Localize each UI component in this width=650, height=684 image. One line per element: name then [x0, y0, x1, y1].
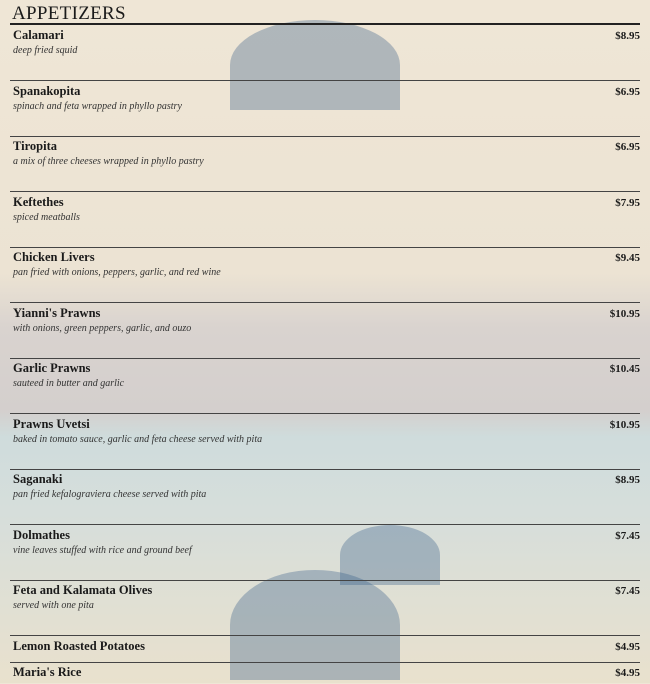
- item-name: Spanakopita: [13, 84, 81, 98]
- item-price: $6.95: [615, 141, 640, 153]
- menu-item: [10, 662, 640, 684]
- menu-item: [10, 636, 640, 663]
- item-name: Garlic Prawns: [13, 361, 91, 375]
- item-description: with onions, green peppers, garlic, and ouzo: [13, 323, 192, 334]
- item-name: Feta and Kalamata Olives: [13, 583, 153, 597]
- item-name: Maria's Rice: [13, 665, 82, 679]
- item-name: Keftethes: [13, 195, 64, 209]
- item-price: $10.95: [609, 419, 640, 431]
- item-description: served with one pita: [13, 600, 94, 611]
- item-name: Lemon Roasted Potatoes: [13, 639, 145, 653]
- item-price: $4.95: [615, 641, 640, 653]
- item-price: $4.95: [615, 667, 640, 679]
- item-price: $10.45: [609, 363, 640, 375]
- menu-item: [10, 469, 640, 525]
- item-price: $8.95: [615, 474, 640, 486]
- item-description: sauteed in butter and garlic: [13, 378, 125, 389]
- item-description: baked in tomato sauce, garlic and feta cheese served with pita: [13, 434, 263, 445]
- menu-item: [10, 192, 640, 248]
- menu-item: [10, 580, 640, 636]
- menu-item: [10, 25, 640, 81]
- item-description: deep fried squid: [13, 45, 78, 56]
- menu-item: [10, 414, 640, 470]
- item-description: spinach and feta wrapped in phyllo pastry: [13, 101, 182, 112]
- item-name: Calamari: [13, 28, 64, 42]
- item-name: Prawns Uvetsi: [13, 417, 90, 431]
- item-name: Saganaki: [13, 472, 63, 486]
- item-description: pan fried kefalograviera cheese served with pita: [13, 489, 207, 500]
- item-name: Dolmathes: [13, 528, 70, 542]
- item-price: $6.95: [615, 86, 640, 98]
- item-price: $10.95: [609, 308, 640, 320]
- item-price: $9.45: [615, 252, 640, 264]
- item-description: a mix of three cheeses wrapped in phyllo pastry: [13, 156, 204, 167]
- menu-item: [10, 303, 640, 359]
- item-description: spiced meatballs: [13, 212, 80, 223]
- item-name: Tiropita: [13, 139, 57, 153]
- menu-item: [10, 81, 640, 137]
- item-description: vine leaves stuffed with rice and ground beef: [13, 545, 192, 556]
- item-name: Yianni's Prawns: [13, 306, 101, 320]
- item-price: $7.45: [615, 585, 640, 597]
- item-description: pan fried with onions, peppers, garlic, and red wine: [13, 267, 221, 278]
- item-name: Chicken Livers: [13, 250, 95, 264]
- item-price: $8.95: [615, 30, 640, 42]
- item-price: $7.45: [615, 530, 640, 542]
- menu-item: [10, 247, 640, 303]
- section-title: APPETIZERS: [12, 3, 126, 24]
- menu-item: [10, 136, 640, 192]
- menu-item: [10, 525, 640, 581]
- item-price: $7.95: [615, 197, 640, 209]
- menu-item: [10, 358, 640, 414]
